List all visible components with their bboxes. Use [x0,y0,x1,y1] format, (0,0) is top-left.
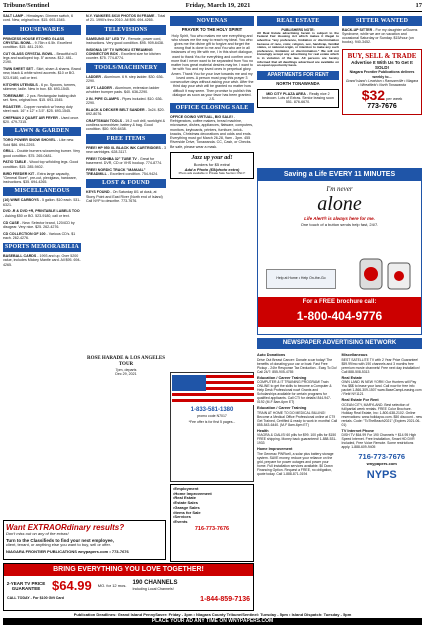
real-estate-header: REAL ESTATE [257,16,339,26]
listing-text: - Great for basement. DVR, CD or VHS hookup. 774-8774. [86,156,163,165]
life-alert-line2: alone [317,192,362,215]
napa-site[interactable]: wnypapers.com [366,461,397,467]
listing-lead: SALT LAMP [3,14,24,18]
dish-phone[interactable]: 1-844-859-7136 [200,595,250,603]
classified-category: • Garage Sales [173,506,251,511]
napa-text: BEST SATELLITE TV with 2 Year Price Guarantee! $59.99/mo with 190 channels and 3 months free premium movie channels! Free next day installation! Call 888-508-5313 [341,357,420,374]
napa-category: Miscellaneous [341,353,368,358]
listing-text: - Beautiful w/3 legs and scalloped top. 5" across. $12. 481-2190. [3,51,78,65]
section-header: LOST & FOUND [86,179,166,189]
napa-category: Education / Career Training [257,406,307,411]
listing-lead: PATIO TABLE [3,160,27,165]
publisher-note-title: PUBLISHERS NOTE: [281,27,315,32]
sitter-lead: BACK-UP SITTER [342,27,373,32]
napa-text: VIAGRA & CIALIS! 60 pills for $99. 100 pills for $150 FREE shipping. Money back guaranteed! 1-888-531-1933 [257,433,337,446]
rose-tour-line2: Dec 29, 2021 [115,372,137,377]
extraordinary-line4: client, tenant, or anything else you want to buy, sell or offer. [6,542,111,548]
extraordinary-line5: NIAGARA FRONTIER PUBLICATIONS wnypapers.com • 773-7676 [6,549,129,555]
napa-category: Real Estate For Rent [341,398,379,403]
buy-sell-line1: BUY, SELL & TRADE [347,51,417,60]
listing-lead: 2 IN. PIPE CLAMPS [86,96,119,101]
newspaper-network-section [257,338,422,520]
listing-text: - Excellent condition. 754-9424. [106,172,159,177]
dish-channels: 190 CHANNELS [132,580,178,587]
classified-category: • Estate Sales [173,501,251,506]
napa-text: COMPUTER & IT TRAINING PROGRAM! Train ONLINE to get the skills to become a Computer & Help Desk Professional now! Grants and Scholarships available for certain programs for qualified applicants. Call CTI for details! 844-947-0192 (M-F 8am-6pm ET) [257,380,332,405]
life-alert-tagline: Life Alert® is always here for me. [304,215,375,221]
listing [86,86,166,94]
life-alert-help: Help at Home • Help On-the-Go [266,269,336,289]
napa-left-column [257,351,338,482]
listing-text: - 9.75in x 6.5h. Excellent condition. $15. 481-2190. [3,40,72,50]
page-number: 17 [415,2,422,9]
dish-ad [3,563,254,611]
listing-text: - Excellent size for kitchen counter. $75. 774-8774. [86,51,161,61]
flag-promo: promo code N7017 [197,414,227,419]
listing-lead: BASEBALL CARDS [3,254,37,259]
dish-price-note: MO. for 12 mos. [97,582,127,588]
poem-text: Holy Spirit, You who makes me see everything and who shows me the way to reach my ideal. You who gives me the divine gift to forgive and forget the wrong that is done to me and You who are in all instances of my life with me, I in this short dialogue, want to thank You for everything and confirm once more that I never want to be separated from You no matter how great material desires may be. I want to be with You and my loved ones in perpetual glory. Amen. Thank You for your love towards me and my loved ones. A person must pray this prayer 3 consecutive days without asking your wish. After the third day your wish will be granted no matter how difficult it may seem. Then promise to publish this dialogue as soon as your favor has been granted. J.S. [170,33,254,102]
classified-category: • Home Improvement [173,492,251,497]
buy-sell-call[interactable]: 773-7676 [367,103,397,111]
listing-lead: TOREWARE [3,93,24,98]
listing [3,83,81,91]
jazz-ad [170,152,254,179]
section-header: TELEVISIONS [86,25,166,35]
section-header: TOOLS/MACHINERY [86,63,166,73]
listing-text: - Extra large capacity, "General Store", pre-cut, plexiglass, hardware, instructions. $35. 694-4265. [3,171,77,185]
section-header: HOUSEWARES [3,25,81,35]
section-header: MISCELLANEOUS [3,187,81,197]
listing-text: - Pipes included. $10. 636-2290. [86,96,163,105]
listing-text: - 5 gallon. $10 each. 531-6321. [3,198,81,207]
listing [86,146,166,154]
listing [86,108,166,116]
listing-lead: KEYS FOUND [86,190,110,195]
dish-price: $64.99 [52,578,92,594]
classified-category: • Events [173,520,251,525]
listing-lead: DVD -R & DVD +R, PRINTABLE LABELS TOO [3,209,80,214]
office-sale-listing [170,115,254,149]
buy-sell-line4: Grand Island • Lewiston • Ransomville • Niagara • Wheatfield • North Tonawanda [345,78,419,87]
listing [86,119,166,132]
sitter-text: - For my daughter w/Downs Syndrome, while we are on vacation and occasional Saturday or Sunday. $15/hour (on books). 940-3452. [342,27,418,45]
listing-text: - Like new. Sold $86. 694-2293. [3,138,75,147]
place-ad-footer[interactable]: PLACE YOUR AD ANY TIME ON WNYPAPERS.COM [3,618,422,625]
masthead [3,2,422,12]
listing-lead: FREE! TOSHIBA 32" TUBE TV [86,156,137,161]
column-4 [257,14,339,166]
listing-lead: FREE! HP 950 XL BLACK INK CARTRIDGES [86,145,161,150]
napa-text: TRAIN AT HOME TO DO MEDICAL BILLING! Become a Medical Office Professional online at CTI! Get Trained, Certified & ready to work in months! Call 855-543-6440. (M-F 8am-6pm ET) [257,410,338,427]
listing-lead: KITCHEN UTENSILS [3,82,38,87]
napa-phone[interactable]: 716-773-7676 [358,452,406,462]
life-alert-line1: I'm never [326,185,353,194]
listing-lead: FREE! NORDIC TRACK "MANUAL" TREADMILL [86,167,146,177]
office-sale-text: - Refrigerators, coffee makers, bread machine, microwave, dishes, appliances, flatware, computers, monitors, keyboards, printers, furniture, knick-knacks, Christmas decorations and odds and ends. Everything must go! March 26-28, 9am - 3pm. 455 Riverside Drive, Tonawanda. CC, Cash, or Checks. Be safe, please wear a mask. [170,114,254,149]
flag-ad [170,372,254,482]
publication-name: Tribune/Sentinel [3,2,50,9]
listing [3,209,81,217]
listing-text: - 2 pcs. Rectangular baking dish set. New, original box. $15. 693-1545. [3,93,77,102]
classified-categories [173,487,251,525]
napa-category: Home Improvement [257,447,293,452]
listing-lead: 16 FT. LADDER [86,85,112,90]
novenas-header: NOVENAS [170,16,254,26]
life-alert-tagline2: One touch of a button sends help fast, 24/7. [300,221,379,227]
napa-category: Auto Donations [257,353,286,358]
listing-text: - Total of 21. 1990's thru 2010. All $95. 694-4265. [86,14,166,23]
poem-title: PRAYER TO THE HOLY SPIRIT [181,26,243,32]
listing-text: - Skirt, sham & shams. Brand new, black & white w/red accents. $10 or BO. 523-9180, call or text. [3,67,81,80]
classified-category: • Services [173,515,251,520]
extraordinary-line2: Don't miss out on any of the extras! [6,531,69,537]
listing-text: - 19.2 volt drill, worklight & cordless screwdriver, battery & bag. Good condition. $50. 909-6438. [86,118,166,132]
listing [86,14,166,22]
listing-lead: N.Y. YANKEES 8X10 PHOTOS IN FRAME [86,14,155,18]
listing-text: - Aluminum. 6 ft. step ladder. $30. 636-2290. [86,74,164,83]
listing-text: - Remote, power cord, instructions. Very good condition. $95. 909-6438. [86,36,164,45]
napa-category: TV Internet Phone [341,428,374,433]
listing [3,67,81,80]
listing-text: - 6 pc. Spoons, turners, skimmer, ladle. New in box. $5. 693-1545. [3,82,77,91]
listing-text: - Wood top w/folding legs. Good condition. $15. 285-9402. [3,160,79,169]
buy-sell-line2: Advertise It With Us To Get It SOLD! [351,59,413,71]
deadlines-footer: Publication Deadlines: Grand Island PennySaver: Friday - 3pm • Niagara County Tribune/Sentinel: Tuesday - 5pm • Island Dispatch: Tuesday - 5pm [73,612,352,617]
listing-lead: PRINCESS HOUSE ETCHED GLASS CRYSTAL BOWL [3,36,65,45]
napa-banner: NEWSPAPER ADVERTISING NETWORK [257,338,422,349]
life-alert-phone[interactable]: 1-800-404-9776 [258,307,421,327]
listing-lead: SAMSUNG 32" LED TV [86,36,125,41]
listing-lead: BLACK & DECKER BELT SANDER [86,107,145,112]
office-sale-lead: OFFICE GOING VIRTUAL, BIG SALE! [170,114,233,119]
apartment-text: - Really nice 2 bedroom. Lots of Extras. Senior leasing soon 551. 876-6670. [262,91,334,105]
dish-promo: CALL TODAY - For $100 Gift Card [7,595,64,600]
listing [3,37,81,50]
buy-sell-price-note: per week [386,95,403,101]
listing-lead: TORO POWER SNOW SHOVEL [3,138,56,143]
listing [86,168,166,176]
listing [3,94,81,102]
extraordinary-line3: Turn to the Classifieds to find your next employee, [6,538,114,544]
napa-category: Education / Career Training [257,375,307,380]
column-3 [170,14,254,370]
column-1 [3,14,81,520]
classified-phone[interactable]: 716-773-7676 [194,525,230,532]
listing-lead: CHEFMAN 2 QUART AIR FRYER [3,115,58,120]
publisher-note-text: All Real Estate advertising herein is subject to the Federal Fair Housing Act which makes it illegal to advertise "any preference, limitation or discrimination because of race, color, religion, sex, handicap, familial status, or national origin, or intention to make any such preference, limitation or discrimination." We will not knowingly accept any advertising for real estate which is in violation of the law. All persons are hereby informed that all dwellings advertised are available on an equal opportunity basis. [257,30,339,68]
extraordinary-ad [3,520,166,560]
life-alert-top: Saving a Life EVERY 11 MINUTES [258,169,421,181]
listing [3,105,81,113]
listing-text: - Asking $50 or BO. 523-9180, call or text. [3,213,70,218]
column-2 [86,14,166,356]
listing [3,116,81,124]
listing [3,232,81,240]
rose-parade-ad [86,356,166,376]
dish-guarantee: 2-YEAR TV PRICE GUARANTEE [6,580,46,591]
life-alert-ad [257,168,422,335]
listing [86,75,166,83]
napa-text: OCEAN CITY, MARYLAND. Best selection of full/partial week rentals. FREE Color Brochure. Holiday Real Estate, Inc: 1-800-638-2102. Online reservations: www.holidayoc.com. $50 discount - new rentals. Code: "ToTheBeach2021" (Expires 2021-06-01) [341,402,422,427]
section-header: SPORTS MEMORABILIA [3,243,81,253]
listing-lead: BIRD FEEDER KIT [3,171,35,176]
listing-text: - 3 new cartridges. 628-3117. [86,145,166,154]
listing [3,172,81,185]
listing [3,198,81,206]
listing-text: - Double burners w/warming burner. Very good condition. $75. 265-0481. [3,149,81,158]
flag-note: *Fee offer is for first 5 pages... [188,420,236,425]
listing [86,157,166,165]
classified-category: • Employment [173,487,251,492]
listing-text: - Various CD's. $1 each. 262-4276. [3,231,76,240]
listing [3,14,81,22]
apartment-listing [257,89,339,108]
listing [3,254,81,267]
listing-lead: CD COLLECTION OF 100 [3,231,46,236]
rose-tour-line1: 7pm, departs [115,367,137,372]
flag-phone[interactable]: 1-833-581-1380 [190,407,234,413]
buy-sell-price: $32 [361,86,386,103]
listing-text: - 3x24. $20. 692-8076. [86,107,165,116]
listing-lead: TWIN SHEET SET [3,67,34,72]
listing-lead: INSIGNIA 19" TV W/ROKU STREAMING CONNECTOR BOX [86,47,153,56]
napa-right-column [342,351,423,482]
listing-lead: CUT GLASS CRYSTAL BOWL [3,51,54,56]
listing [86,48,166,61]
listing-text: - New. Selector brand, 1204CD by discgear. Very nice. $25. 262-4276. [3,220,75,229]
apartments-subheader: NORTH TONAWANDA [276,80,320,86]
listing-lead: ROASTER [3,104,21,109]
dish-headline: BRING EVERYTHING YOU LOVE TOGETHER! [4,564,253,576]
life-alert-free-call: For a FREE brochure call: [258,297,421,308]
jazz-line2: Borders for $5 extra! [193,161,231,167]
listing-lead: (16) WINE CARBOYS [3,198,39,203]
listing [3,221,81,229]
listing-text: - Himalayan. Dimmer switch, 6 cord. New, original box. $15. 693-1545. [3,14,74,23]
apartment-lead: MID CITY PLAZA AREA [266,91,306,96]
napa-text: The Generac PWRcell, a solar plus battery storage system. SAVE money, reduce your reliance on the grid, prepare for power outages and power your home. Full installation services available. $0 Down Financing Option. Request a FREE, no obligation, quote today. Call 1-888-871-0194 [257,451,334,476]
listing-lead: GRILL [3,149,14,154]
flag-graphic [172,375,254,405]
listing-lead: CD CASE [3,220,20,225]
buy-sell-trade-ad [342,49,422,115]
listing-text: - On Saturday 8/1 at dusk, at Stony Point and East River (North end of Island) Call NYP to describe. 773-7676. [86,190,163,203]
apartments-header: APARTMENTS FOR RENT [257,71,339,80]
napa-category: Real Estate [341,375,362,380]
column-5 [342,14,422,166]
jazz-line3: Add a Photo ($5/photo extra) [184,166,240,172]
listing [3,138,81,146]
jazz-line1: Jazz up your ad! [191,154,233,161]
listing [86,97,166,105]
listing-text: - Used once. $20. 479-7315. [3,115,80,124]
life-alert-device-icon [354,255,414,293]
classified-category: • Items for Sale [173,511,251,516]
listing-text: - Copper nonstick w/ heavy duty steel rack. 16" x 12" x 3.5". $25. 693-1545. [3,104,73,113]
listing [3,160,81,168]
listing [3,52,81,65]
section-header: FREE ITEMS [86,134,166,144]
classified-category: • Real Estate [173,496,251,501]
issue-date: Friday, March 19, 2021 [185,2,251,9]
listing [3,149,81,157]
section-header: LAWN & GARDEN [3,127,81,137]
nyps-logo: NYPS [366,468,397,481]
sitter-header: SITTER WANTED [342,16,422,26]
dish-channels-note: Including Local Channels! [132,587,174,592]
listing-lead: CRAFTSMAN TOOLS [86,118,123,123]
jazz-line4: Photo ads available in Private Sale Section ONLY! [178,171,246,176]
office-sale-header: OFFICE CLOSING SALE [170,103,254,113]
listing-text: - 1993 and up. Over 5200 value, includes Mickey Mantle card. All $95. 694-4265. [3,254,81,267]
listing-text: - Aluminum, extension ladder w/rubber bumper pads. $40. 636-2290. [86,85,160,94]
napa-text: Drive Out Breast Cancer: Donate a car today! The benefits of donating your car or boat: Fast Free Pickup - 24hr Response Tax Deduction - Easy To Do! Call 24/7: 855-905-4755 [257,357,337,374]
listing-lead: LADDER [86,74,101,79]
napa-text: DISH TV $64.99 For 190 Channels + $14.95 High Speed Internet. Free Installation, Smart HD DVR Included, Free Voice Remote. Some restrictions apply. 1-888-609-9405 [341,433,417,450]
extraordinary-headline: Want EXTRAORdinary results? [6,523,125,532]
napa-category: Health [257,428,269,433]
sitter-listing [342,28,422,45]
napa-text: OWN LAND IN NEW YORK! Our Hunters will Pay You $$$ to lease your land. Call now for free info packet 1-866-309-1507 www.BaseCampLeasing.com / Ref# NY1121 [341,380,422,397]
listing [86,190,166,203]
buy-sell-line3: Niagara Frontier Publications delivers weekly to... [349,70,415,79]
rose-tour-name: ROSE HARADE & LOS ANGELES TOUR [86,356,166,367]
listing [86,37,166,45]
classified-ads-box [170,484,254,562]
